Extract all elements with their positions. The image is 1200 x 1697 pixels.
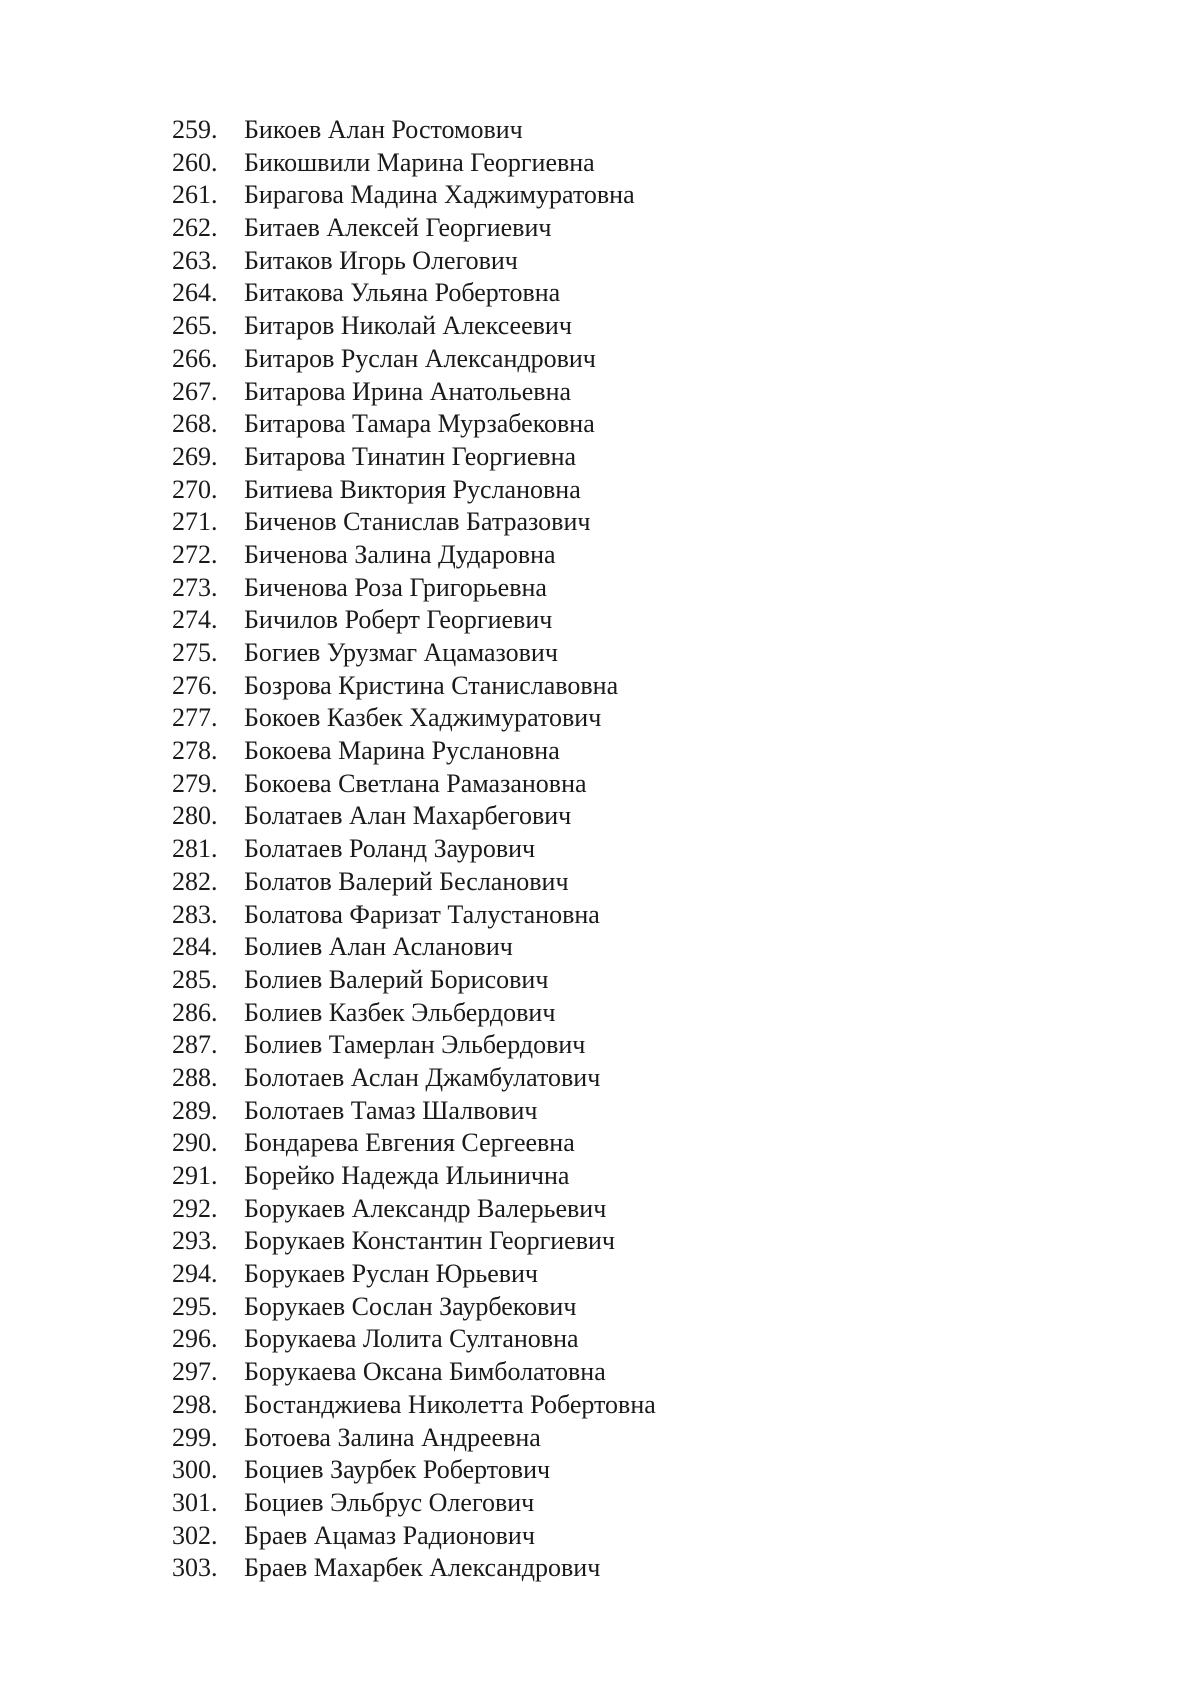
entry-number: 286. (172, 997, 218, 1027)
entry-number: 288. (172, 1062, 218, 1092)
list-item (172, 931, 656, 964)
list-item (172, 1422, 656, 1455)
entry-number: 300. (172, 1455, 218, 1485)
entry-name: Болотаев Аслан Джамбулатович (244, 1062, 601, 1092)
entry-name: Бостанджиева Николетта Робертовна (244, 1389, 656, 1419)
entry-name: Бокоев Казбек Хаджимуратович (244, 703, 602, 733)
entry-number: 291. (172, 1161, 218, 1190)
list-item (172, 1127, 656, 1160)
entry-number: 303. (172, 1553, 218, 1583)
entry-name: Болиев Тамерлан Эльбердович (244, 1030, 586, 1060)
entry-number: 262. (172, 213, 218, 243)
list-item (172, 1487, 656, 1520)
list-item (172, 1160, 656, 1193)
entry-name: Болатова Фаризат Талустановна (244, 899, 600, 929)
entry-number: 282. (172, 866, 218, 896)
list-item (172, 441, 656, 474)
entry-name: Бикошвили Марина Георгиевна (244, 147, 595, 177)
list-item (172, 1454, 656, 1487)
entry-name: Болатаев Алан Махарбегович (244, 801, 572, 831)
entry-number: 265. (172, 311, 218, 341)
entry-number: 269. (172, 441, 218, 471)
list-item (172, 964, 656, 997)
entry-name: Биченова Залина Дударовна (244, 539, 556, 569)
list-item (172, 1389, 656, 1422)
entry-name: Битаков Игорь Олегович (244, 245, 518, 275)
list-item (172, 1029, 656, 1062)
entry-number: 289. (172, 1095, 218, 1125)
list-item (172, 735, 656, 768)
entry-name: Болиев Казбек Эльбердович (244, 997, 556, 1027)
entry-number: 285. (172, 964, 218, 994)
entry-name: Борейко Надежда Ильинична (244, 1161, 570, 1190)
list-item (172, 179, 656, 212)
entry-number: 279. (172, 768, 218, 798)
name-list (172, 114, 656, 1585)
list-item (172, 376, 656, 409)
entry-number: 278. (172, 736, 218, 766)
entry-name: Борукаев Александр Валерьевич (244, 1193, 607, 1223)
list-item (172, 408, 656, 441)
entry-name: Болатаев Роланд Заурович (244, 834, 536, 864)
entry-name: Борукаев Руслан Юрьевич (244, 1259, 538, 1289)
entry-number: 260. (172, 147, 218, 177)
list-item (172, 1552, 656, 1585)
list-item (172, 833, 656, 866)
entry-name: Браев Ацамаз Радионович (244, 1520, 535, 1550)
entry-name: Борукаев Константин Георгиевич (244, 1226, 615, 1256)
list-item (172, 474, 656, 507)
entry-name: Ботоева Залина Андреевна (244, 1422, 541, 1452)
entry-name: Болатов Валерий Бесланович (244, 866, 569, 896)
entry-name: Боциев Эльбрус Олегович (244, 1487, 535, 1517)
entry-name: Биченов Станислав Батразович (244, 507, 591, 537)
list-item (172, 277, 656, 310)
list-item (172, 1225, 656, 1258)
list-item (172, 506, 656, 539)
list-item (172, 572, 656, 605)
entry-number: 267. (172, 376, 218, 406)
list-item (172, 800, 656, 833)
entry-name: Бозрова Кристина Станиславовна (244, 670, 619, 700)
list-item (172, 310, 656, 343)
list-item (172, 539, 656, 572)
entry-number: 271. (172, 507, 218, 537)
entry-name: Бокоева Марина Руслановна (244, 736, 560, 766)
list-item (172, 1095, 656, 1128)
entry-name: Битакова Ульяна Робертовна (244, 278, 561, 308)
entry-number: 281. (172, 834, 218, 864)
list-item (172, 866, 656, 899)
list-item (172, 1193, 656, 1226)
entry-number: 266. (172, 343, 218, 373)
entry-name: Боциев Заурбек Робертович (244, 1455, 551, 1485)
entry-number: 272. (172, 539, 218, 569)
list-item (172, 212, 656, 245)
entry-number: 295. (172, 1291, 218, 1321)
entry-number: 298. (172, 1389, 218, 1419)
entry-number: 276. (172, 670, 218, 700)
entry-number: 270. (172, 474, 218, 504)
entry-name: Борукаева Лолита Султановна (244, 1324, 579, 1354)
list-item (172, 1323, 656, 1356)
entry-name: Болиев Валерий Борисович (244, 964, 549, 994)
entry-name: Болотаев Тамаз Шалвович (244, 1095, 538, 1125)
entry-number: 301. (172, 1487, 218, 1517)
list-item (172, 670, 656, 703)
list-item (172, 1356, 656, 1389)
list-item (172, 899, 656, 932)
list-item (172, 604, 656, 637)
entry-name: Бирагова Мадина Хаджимуратовна (244, 180, 635, 210)
entry-name: Битарова Тамара Мурзабековна (244, 409, 595, 439)
entry-name: Борукаева Оксана Бимболатовна (244, 1357, 606, 1387)
entry-number: 263. (172, 245, 218, 275)
entry-name: Бондарева Евгения Сергеевна (244, 1128, 575, 1158)
entry-number: 284. (172, 932, 218, 962)
entry-number: 259. (172, 115, 218, 144)
list-item (172, 637, 656, 670)
entry-number: 292. (172, 1193, 218, 1223)
list-item (172, 1062, 656, 1095)
list-item (172, 1520, 656, 1553)
entry-name: Бокоева Светлана Рамазановна (244, 768, 587, 798)
list-item (172, 702, 656, 735)
entry-name: Биченова Роза Григорьевна (244, 572, 547, 602)
entry-number: 287. (172, 1030, 218, 1060)
list-item (172, 147, 656, 180)
entry-name: Битаров Николай Алексеевич (244, 311, 572, 341)
entry-number: 297. (172, 1357, 218, 1387)
entry-number: 268. (172, 409, 218, 439)
list-item (172, 768, 656, 801)
entry-number: 273. (172, 572, 218, 602)
list-item (172, 1291, 656, 1324)
entry-name: Браев Махарбек Александрович (244, 1553, 601, 1583)
entry-name: Битиева Виктория Руслановна (244, 474, 581, 504)
entry-name: Бичилов Роберт Георгиевич (244, 605, 553, 635)
entry-number: 299. (172, 1422, 218, 1452)
list-item (172, 114, 656, 147)
entry-name: Битарова Тинатин Георгиевна (244, 441, 577, 471)
entry-number: 296. (172, 1324, 218, 1354)
entry-name: Битаров Руслан Александрович (244, 343, 596, 373)
entry-name: Битарова Ирина Анатольевна (244, 376, 572, 406)
entry-number: 264. (172, 278, 218, 308)
entry-number: 293. (172, 1226, 218, 1256)
list-item (172, 1258, 656, 1291)
entry-number: 280. (172, 801, 218, 831)
entry-name: Бикоев Алан Ростомович (244, 115, 523, 144)
entry-name: Борукаев Сослан Заурбекович (244, 1291, 577, 1321)
entry-number: 274. (172, 605, 218, 635)
entry-name: Болиев Алан Асланович (244, 932, 513, 962)
entry-number: 277. (172, 703, 218, 733)
entry-number: 283. (172, 899, 218, 929)
entry-number: 302. (172, 1520, 218, 1550)
entry-name: Богиев Урузмаг Ацамазович (244, 638, 558, 667)
entry-number: 275. (172, 638, 218, 667)
entry-name: Битаев Алексей Георгиевич (244, 213, 552, 243)
entry-number: 290. (172, 1128, 218, 1158)
list-item (172, 997, 656, 1030)
entry-number: 261. (172, 180, 218, 210)
list-item (172, 343, 656, 376)
entry-number: 294. (172, 1259, 218, 1289)
list-item (172, 245, 656, 278)
